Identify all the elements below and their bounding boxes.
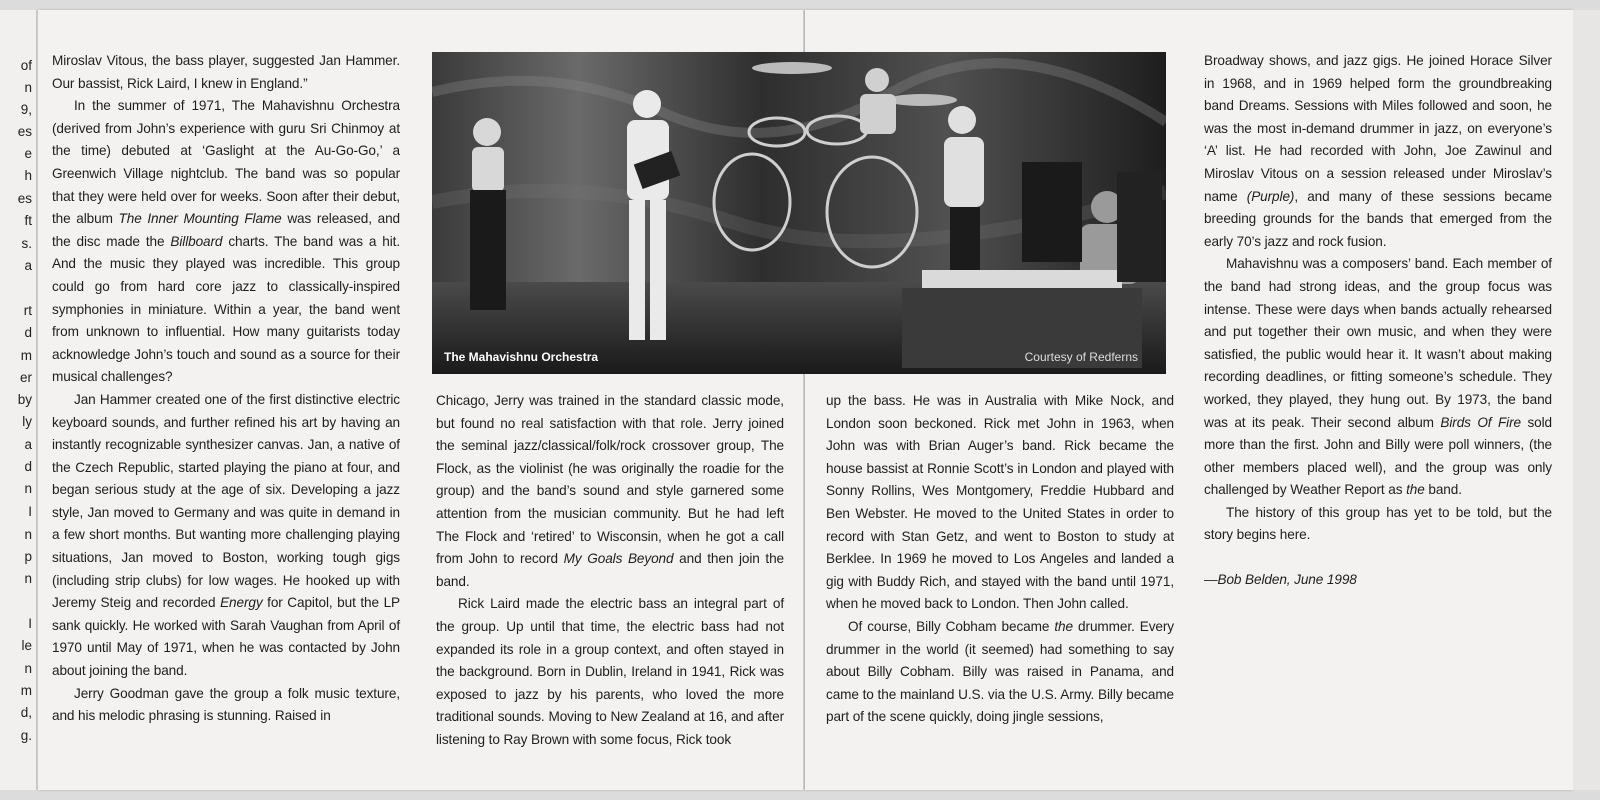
text-run: Chicago, Jerry was trained in the standard classic mode, but found no real satisfaction with that role. Jerry joined the seminal jazz/classical/folk/rock crossover group, The Flock, as the violinist (he was originally the roadie for the group) and the band’s sound and style garnered some attention from the musician community. But he had left The Flock and ‘retired’ to Wisconsin, when he got a call from John to record bbox=[436, 393, 784, 567]
album-title: Birds Of Fire bbox=[1440, 414, 1521, 430]
edge-text-fragment: a bbox=[24, 437, 32, 452]
paragraph: Rick Laird made the electric bass an integral part of the group. Up until that time, the electric bass had not expanded its role in a group context, and often stayed in the background. Born in Dublin, Ireland in 1941, Rick was exposed to jazz by his parents, who loved the more traditional sounds. Moving to New Zealand at 16, and after listening to Ray Brown with some focus, Rick took bbox=[436, 596, 784, 747]
emphasis: the bbox=[1054, 618, 1073, 634]
text-run: was released, and the disc made the bbox=[52, 211, 400, 249]
paragraph bbox=[52, 389, 400, 683]
next-page-edge bbox=[1573, 10, 1600, 790]
edge-text-fragment: of bbox=[20, 58, 32, 73]
edge-text-fragment: n bbox=[24, 661, 32, 676]
album-title: (Purple) bbox=[1246, 188, 1295, 204]
text-run: Jan Hammer created one of the first distinctive electric keyboard sounds, and further refined his art by having an instantly recognizable synthesizer canvas. Jan, a native of the Czech Republic, started playing the piano at four, and began serious study at the age of six. Developing a jazz style, Jan moved to Germany and was quite in demand in a few short months. But wanting more challenging playing situations, Jan moved to Boston, working tough gigs (including strip clubs) for low wages. He hooked up with Jeremy Steig and recorded bbox=[52, 391, 400, 611]
paragraph bbox=[1204, 50, 1552, 253]
text-run: band. bbox=[1424, 482, 1462, 498]
edge-text-fragment: m bbox=[20, 348, 32, 363]
text-run: charts. The band was a hit. And the music they played was incredible. This group could go from hard core jazz to classically-inspired symphonies in miniature. Within a year, the band went from unknown to influential. How many guitarists today acknowledge John’s touch and sound as a source for their musical challenges? bbox=[52, 233, 400, 385]
edge-text-fragment: er bbox=[19, 370, 32, 385]
edge-text-fragment: n bbox=[24, 481, 32, 496]
edge-text-fragment: es bbox=[17, 124, 32, 139]
signature-text: —Bob Belden, June 1998 bbox=[1204, 572, 1357, 588]
edge-text-fragment: I bbox=[28, 504, 32, 519]
paragraph bbox=[436, 390, 784, 593]
edge-text-fragment: by bbox=[17, 392, 32, 407]
text-column-1 bbox=[52, 50, 400, 728]
band-photo bbox=[432, 52, 1166, 374]
edge-text-fragment: m bbox=[20, 683, 32, 698]
photo-credit: Courtesy of Redferns bbox=[1024, 350, 1138, 364]
paragraph bbox=[52, 95, 400, 389]
text-column-4 bbox=[1204, 50, 1552, 592]
album-title: My Goals Beyond bbox=[563, 551, 674, 567]
edge-text-fragment: d bbox=[24, 325, 32, 340]
text-run: Broadway shows, and jazz gigs. He joined Horace Silver in 1968, and in 1969 helped form the groundbreaking band Dreams. Sessions with Miles followed and soon, he was the most in-demand drummer in jazz, on everyone’s ‘A’ list. He had recorded with John, Joe Zawinul and Miroslav Vitous on a session released under Miroslav’s name bbox=[1204, 53, 1552, 204]
paragraph: The history of this group has yet to be told, but the story begins here. bbox=[1204, 504, 1552, 543]
text-run: , and many of these sessions became breeding grounds for the bands that emerged from the early 70’s jazz and rock fusion. bbox=[1204, 188, 1553, 249]
edge-text-fragment: ft bbox=[24, 213, 32, 228]
edge-text-fragment: ly bbox=[22, 414, 32, 429]
album-title: The Inner Mounting Flame bbox=[118, 211, 282, 227]
edge-text-fragment: n bbox=[24, 571, 32, 586]
paragraph: Miroslav Vitous, the bass player, suggested Jan Hammer. Our bassist, Rick Laird, I knew in England.” bbox=[52, 53, 400, 91]
edge-text-fragment: le bbox=[21, 638, 32, 653]
magazine-title: Billboard bbox=[170, 233, 223, 249]
edge-text-fragment: rt bbox=[23, 303, 32, 318]
edge-text-fragment: I bbox=[28, 616, 32, 631]
text-run: Mahavishnu was a composers’ band. Each member of the band had strong ideas, and the group focus was intense. These were days when bands actually rehearsed and put together their own music, and when they were satisfied, the public would hear it. It wasn’t about making recording deadlines, or fitting someone’s schedule. They worked, they played, they hung out. By 1973, the band was at its peak. Their second album bbox=[1204, 256, 1552, 430]
band-photo-image bbox=[432, 52, 1166, 374]
text-column-2 bbox=[436, 390, 784, 752]
previous-page-edge bbox=[0, 10, 37, 790]
text-run: In the summer of 1971, The Mahavishnu Orchestra (derived from John’s experience with guru Sri Chinmoy at the time) debuted at ‘Gaslight at the Au-Go-Go,’ a Greenwich Village nightclub. The band was so popular that they were held over for weeks. Soon after their debut, the album bbox=[52, 98, 400, 227]
author-signature bbox=[1204, 569, 1552, 592]
edge-text-fragment: n bbox=[24, 527, 32, 542]
edge-text-fragment: es bbox=[17, 191, 32, 206]
text-run: and then join the band. bbox=[436, 551, 785, 589]
edge-text-fragment: e bbox=[24, 146, 32, 161]
text-column-3 bbox=[826, 390, 1174, 729]
text-run: sold more than the first. John and Billy were poll winners, (the other members placed well), and the group was only challenged by Weather Report as bbox=[1204, 414, 1552, 498]
edge-text-fragment: d, bbox=[20, 705, 32, 720]
edge-text-fragment: h bbox=[24, 168, 32, 183]
paragraph bbox=[1204, 253, 1552, 502]
emphasis: the bbox=[1406, 482, 1425, 498]
album-title: Energy bbox=[220, 595, 263, 611]
photo-caption: The Mahavishnu Orchestra bbox=[444, 350, 599, 364]
edge-text-fragment: 9, bbox=[20, 102, 32, 117]
edge-text-fragment: a bbox=[24, 258, 32, 273]
edge-text-fragment: p bbox=[24, 549, 32, 564]
text-run: Of course, Billy Cobham became bbox=[848, 618, 1055, 634]
edge-text-fragment: s. bbox=[21, 236, 32, 251]
edge-text-fragment: g. bbox=[20, 728, 32, 743]
paragraph: Jerry Goodman gave the group a folk music texture, and his melodic phrasing is stunning. Raised in bbox=[52, 685, 400, 724]
paragraph: up the bass. He was in Australia with Mike Nock, and London soon beckoned. Rick met John in 1963, when John was with Brian Auger’s band. Rick became the house bassist at Ronnie Scott’s in London and played with Sonny Rollins, Wes Montgomery, Freddie Hubbard and Ben Webster. He moved to the United States in order to record with Stan Getz, and went to Boston to study at Berklee. In 1969 he moved to Los Angeles and landed a gig with Buddy Rich, and stayed with the band until 1971, when he moved back to London. Then John called. bbox=[826, 393, 1174, 612]
edge-text-fragment: d bbox=[24, 459, 32, 474]
edge-text-fragment: n bbox=[24, 80, 32, 95]
text-run: drummer. Every drummer in the world (it seemed) had something to say about Billy Cobham. Billy was raised in Panama, and came to the mainland U.S. via the U.S. Army. Billy became part of the scene quickly, doing jingle sessions, bbox=[826, 618, 1174, 725]
text-run: for Capitol, but the LP sank quickly. He worked with Sarah Vaughan from April of 1970 until May of 1971, when he was contacted by John about joining the band. bbox=[52, 595, 400, 679]
paragraph bbox=[826, 616, 1174, 729]
